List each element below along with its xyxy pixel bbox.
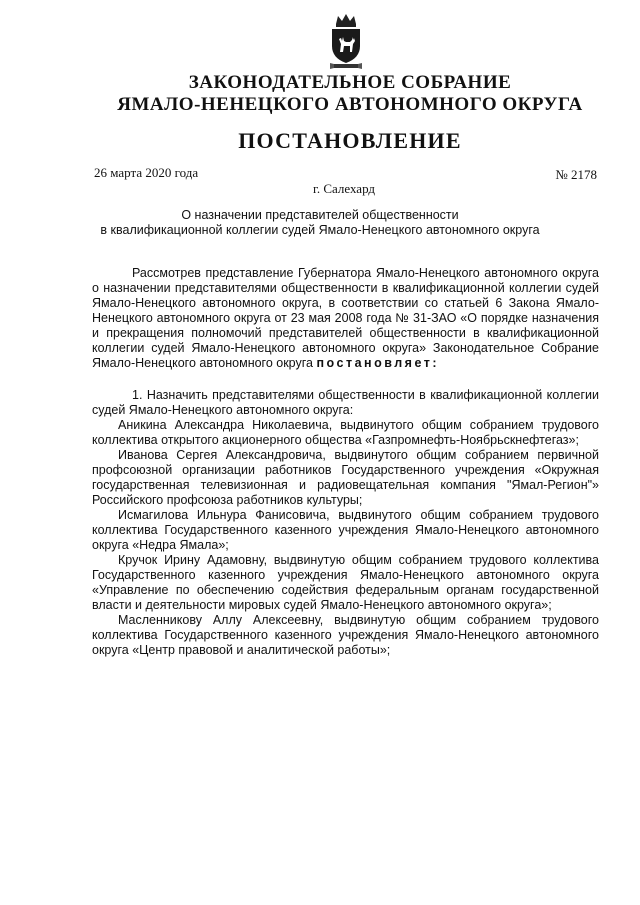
document-body [92, 266, 599, 658]
preamble-text: Рассмотрев представление Губернатора Ямало-Ненецкого автономного округа о назначении представителями общественности в квалификационной коллегии судей Ямало-Ненецкого автономного округа, в соответствии со статьей 6 Закона Ямало-Ненецкого автономного округа от 23 мая 2008 года № 31-ЗАО «О порядке назначения и прекращения полномочий представителей общественности в квалификационной коллегии судей Ямало-Ненецкого автономного округа» Законодательное Собрание Ямало-Ненецкого автономного округа [92, 266, 599, 370]
document-type-title: ПОСТАНОВЛЕНИЕ [238, 128, 462, 153]
appointee-paragraph: Аникина Александра Николаевича, выдвинутого общим собранием трудового коллектива открытого акционерного общества «Газпромнефть-Ноябрьскнефтегаз»; [92, 418, 599, 447]
resolves-keyword: постановляет: [316, 356, 440, 370]
appointee-paragraph: Иванова Сергея Александровича, выдвинутого общим собранием первичной профсоюзной организации работников Государственного учреждения «Окружная государственная телевизионная и радиовещательная компания "Ямал-Регион"» Российского профсоюза работников культуры; [92, 448, 599, 507]
org-title-line1: ЗАКОНОДАТЕЛЬНОЕ СОБРАНИЕ [188, 72, 512, 93]
document-number: № 2178 [555, 167, 597, 182]
item-1-paragraph: 1. Назначить представителями общественности в квалификационной коллегии судей Ямало-Ненецкого автономного округа: [92, 388, 599, 417]
document-date: 26 марта 2020 года [94, 165, 199, 180]
document-city: г. Салехард [312, 181, 376, 196]
preamble-paragraph [92, 266, 599, 371]
document-subject [80, 208, 560, 238]
appointee-paragraph: Масленникову Аллу Алексеевну, выдвинутую общим собранием трудового коллектива Государственного казенного учреждения Ямало-Ненецкого автономного округа «Центр правовой и аналитической работы»; [92, 613, 599, 657]
subject-line2: в квалификационной коллегии судей Ямало-Ненецкого автономного округа [100, 223, 540, 237]
org-title-line2: ЯМАЛО-НЕНЕЦКОГО АВТОНОМНОГО ОКРУГА [117, 94, 583, 115]
subject-line1: О назначении представителей общественности [181, 208, 459, 222]
coat-of-arms-icon [326, 12, 366, 72]
appointee-paragraph: Исмагилова Ильнура Фанисовича, выдвинутого общим собранием трудового коллектива Государственного казенного учреждения Ямало-Ненецкого автономного округа «Недра Ямала»; [92, 508, 599, 552]
appointee-paragraph: Кручок Ирину Адамовну, выдвинутую общим собранием трудового коллектива Государственного казенного учреждения Ямало-Ненецкого автономного округа «Управление по обеспечению содействия федеральным органам государственной власти и деятельности мировых судей Ямало-Ненецкого автономного округа»; [92, 553, 599, 612]
